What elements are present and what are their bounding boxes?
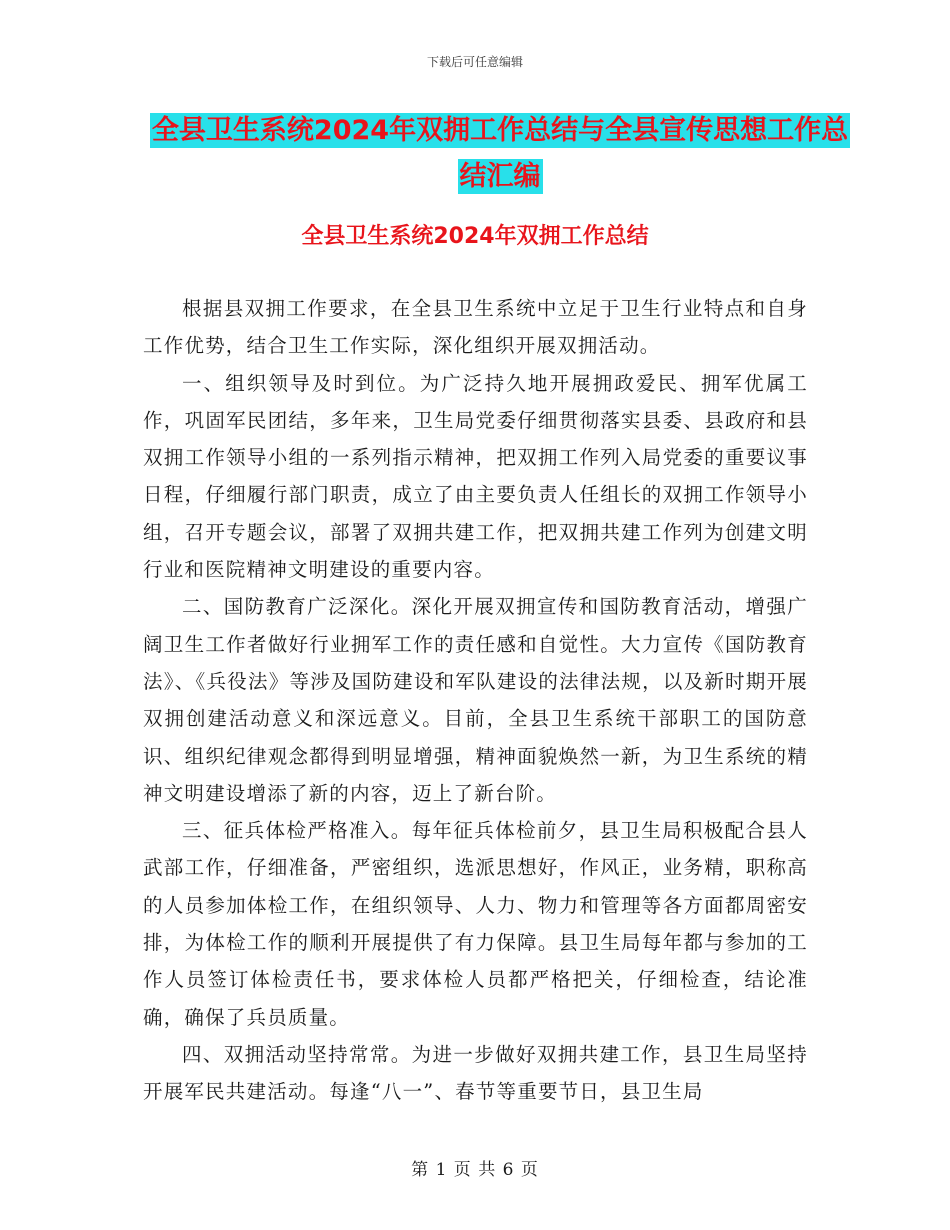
document-title (140, 108, 860, 200)
paragraph: 三、征兵体检严格准入。每年征兵体检前夕，县卫生局积极配合县人武部工作，仔细准备，严密组织，选派思想好，作风正，业务精，职称高的人员参加体检工作，在组织领导、人力、物力和管理等各方面都周密安排，为体检工作的顺利开展提供了有力保障。县卫生局每年都与参加的工作人员签订体检责任书，要求体检人员都严格把关，仔细检查，结论准确，确保了兵员质量。 (143, 819, 808, 1029)
header-note: 下载后可任意编辑 (426, 55, 523, 69)
paragraph: 四、双拥活动坚持常常。为进一步做好双拥共建工作，县卫生局坚持开展军民共建活动。每逢“八一”、春节等重要节日，县卫生局 (143, 1042, 808, 1104)
paragraph: 二、国防教育广泛深化。深化开展双拥宣传和国防教育活动，增强广阔卫生工作者做好行业拥军工作的责任感和自觉性。大力宣传《国防教育法》、《兵役法》等涉及国防建设和军队建设的法律法规，以及新时期开展双拥创建活动意义和深远意义。目前，全县卫生系统干部职工的国防意识、组织纪律观念都得到明显增强，精神面貌焕然一新，为卫生系统的精神文明建设增添了新的内容，迈上了新台阶。 (143, 595, 808, 805)
document-title-text: 全县卫生系统2024年双拥工作总结与全县宣传思想工作总结汇编 (151, 115, 849, 192)
body-text (143, 290, 808, 1111)
page-number-footer: 第 1 页 共 6 页 (411, 1160, 539, 1180)
paragraph: 一、组织领导及时到位。为广泛持久地开展拥政爱民、拥军优属工作，巩固军民团结，多年来，卫生局党委仔细贯彻落实县委、县政府和县双拥工作领导小组的一系列指示精神，把双拥工作列入局党委的重要议事日程，仔细履行部门职责，成立了由主要负责人任组长的双拥工作领导小组，召开专题会议，部署了双拥共建工作，把双拥共建工作列为创建文明行业和医院精神文明建设的重要内容。 (143, 371, 808, 582)
paragraph: 根据县双拥工作要求，在全县卫生系统中立足于卫生行业特点和自身工作优势，结合卫生工作实际，深化组织开展双拥活动。 (143, 297, 808, 358)
section-title: 全县卫生系统2024年双拥工作总结 (301, 224, 649, 249)
